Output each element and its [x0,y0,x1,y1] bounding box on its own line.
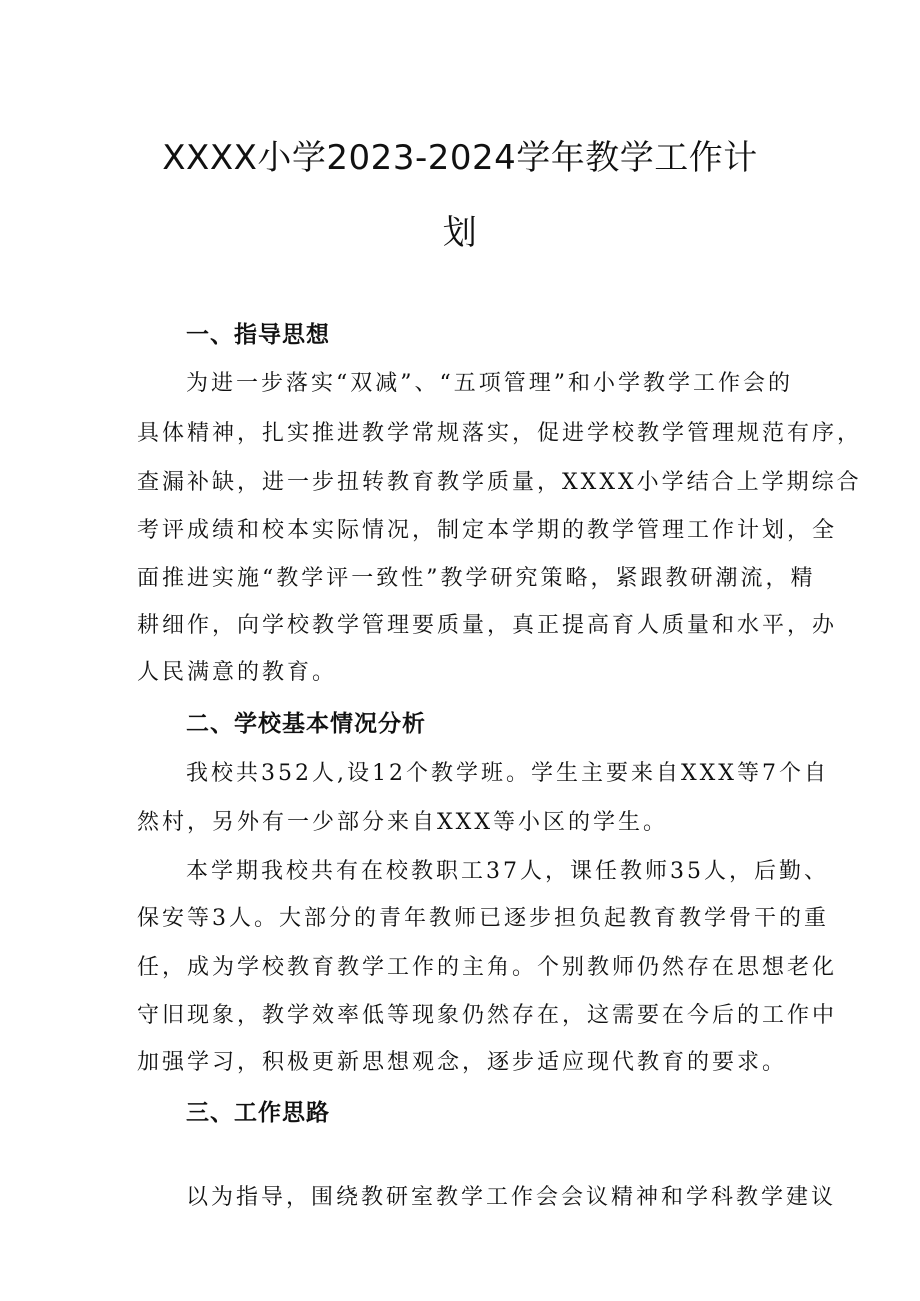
paragraph-line: 本学期我校共有在校教职工37人，课任教师35人，后勤、 [186,859,829,884]
section-heading-school-situation: 二、学校基本情况分析 [186,711,426,737]
paragraph-line: 以为指导，围绕教研室教学工作会会议精神和学科教学建议 [186,1185,837,1210]
paragraph-line: 为进一步落实“双减”、“五项管理”和小学教学工作会的 [186,371,793,396]
section-heading-work-approach: 三、工作思路 [186,1100,330,1126]
paragraph-line: 具体精神，扎实推进教学常规落实，促进学校教学管理规范有序， [137,421,863,446]
paragraph-line: 面推进实施“教学评一致性”教学研究策略，紧跟教研潮流，精 [137,566,816,591]
paragraph-line: 保安等3人。大部分的青年教师已逐步担负起教育教学骨干的重 [137,906,829,931]
paragraph-line: 守旧现象，教学效率低等现象仍然存在，这需要在今后的工作中 [137,1003,838,1028]
paragraph-line: 然村，另外有一少部分来自XXX等小区的学生。 [137,810,668,835]
document-title-line-2: 划 [442,213,478,253]
paragraph-line: 耕细作，向学校教学管理要质量，真正提高育人质量和水平，办 [137,613,838,638]
document-title-line-1: XXXX小学2023-2024学年教学工作计 [162,138,758,178]
paragraph-line: 查漏补缺，进一步扭转教育教学质量，XXXX小学结合上学期综合 [137,470,862,495]
paragraph-line: 考评成绩和校本实际情况，制定本学期的教学管理工作计划，全 [137,518,838,543]
paragraph-line: 加强学习，积极更新思想观念，逐步适应现代教育的要求。 [137,1050,788,1075]
section-heading-guiding-thought: 一、指导思想 [186,322,330,348]
paragraph-line: 人民满意的教育。 [137,660,338,685]
paragraph-line: 任，成为学校教育教学工作的主角。个别教师仍然存在思想老化 [137,955,838,980]
paragraph-line: 我校共352人,设12个教学班。学生主要来自XXX等7个自 [186,761,829,786]
